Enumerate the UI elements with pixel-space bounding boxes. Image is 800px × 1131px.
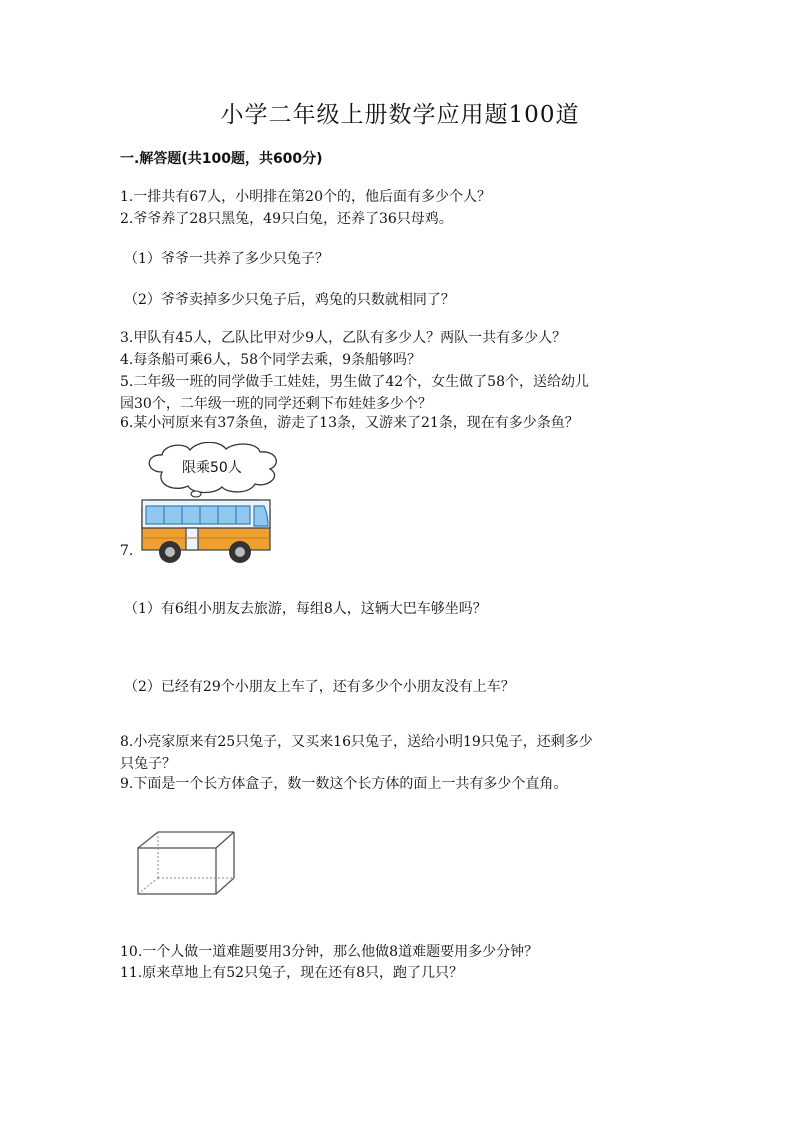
question-11: 11.原来草地上有52只兔子，现在还有8只，跑了几只？: [120, 965, 463, 981]
question-7-part-1: （1）有6组小朋友去旅游，每组8人，这辆大巴车够坐吗？: [124, 601, 487, 617]
question-3: 3.甲队有45人，乙队比甲对少9人，乙队有多少人？两队一共有多少人？: [120, 330, 567, 346]
bus-figure-svg: [140, 442, 310, 574]
question-7-number: 7.: [120, 543, 134, 559]
question-8-line-1: 8.小亮家原来有25只兔子，又买来16只兔子，送给小明19只兔子，还剩多少: [120, 734, 593, 750]
bus-illustration: [140, 442, 310, 578]
cuboid-figure-svg: [130, 828, 250, 898]
question-10: 10.一个人做一道难题要用3分钟，那么他做8道难题要用多少分钟？: [120, 944, 539, 960]
cuboid-illustration: [130, 828, 250, 902]
question-6: 6.某小河原来有37条鱼，游走了13条，又游来了21条，现在有多少条鱼？: [120, 415, 579, 431]
bus-limit-sign: 限乘50人: [182, 460, 242, 476]
question-8-line-2: 只兔子？: [120, 756, 176, 772]
question-2-part-1: （1）爷爷一共养了多少只兔子？: [124, 251, 329, 267]
question-7-part-2: （2）已经有29个小朋友上车了，还有多少个小朋友没有上车？: [124, 679, 515, 695]
section-heading: 一.解答题(共100题，共600分): [120, 151, 323, 167]
question-4: 4.每条船可乘6人，58个同学去乘，9条船够吗？: [120, 352, 421, 368]
question-2-part-2: （2）爷爷卖掉多少只兔子后，鸡兔的只数就相同了？: [124, 292, 455, 308]
question-9: 9.下面是一个长方体盒子，数一数这个长方体的面上一共有多少个直角。: [120, 776, 568, 792]
bus: [142, 500, 270, 563]
question-1: 1.一排共有67人，小明排在第20个的，他后面有多少个人？: [120, 189, 491, 205]
page-title: 小学二年级上册数学应用题100道: [220, 102, 580, 128]
question-2: 2.爷爷养了28只黑兔，49只白兔，还养了36只母鸡。: [120, 211, 453, 227]
question-5-line-2: 园30个，二年级一班的同学还剩下布娃娃多少个？: [120, 396, 432, 412]
question-5-line-1: 5.二年级一班的同学做手工娃娃，男生做了42个，女生做了58个，送给幼儿: [120, 374, 589, 390]
